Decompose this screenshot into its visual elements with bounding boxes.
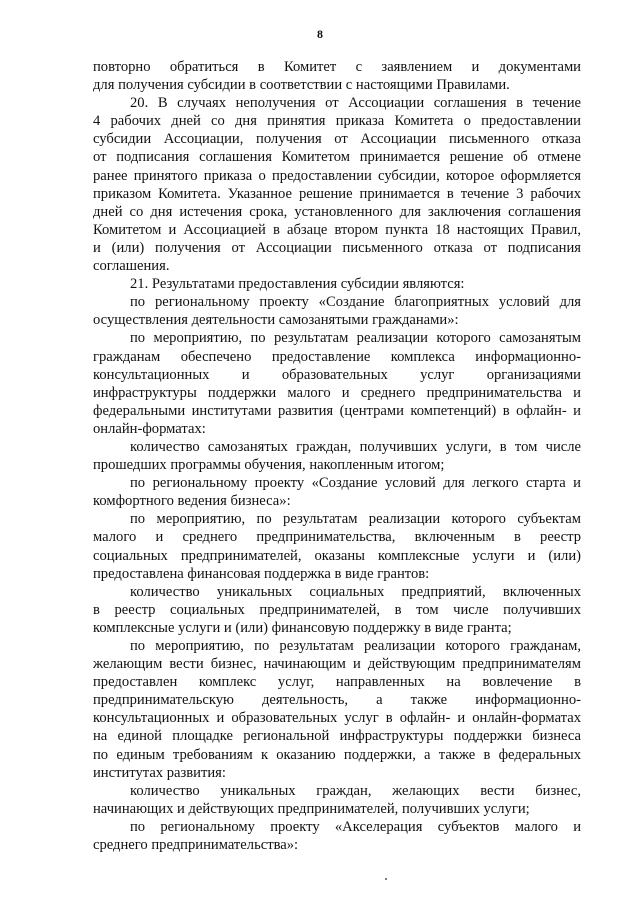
text-line: для получения субсидии в соответствии с настоящими Правилами. <box>93 77 510 94</box>
text-line: от подписания соглашения Комитетом принимается решение об отмене <box>93 149 581 166</box>
page-number: 8 <box>317 27 323 41</box>
text-line: 4 рабочих дней со дня принятия приказа Комитета о предоставлении <box>93 113 581 130</box>
text-line: по мероприятию, по результатам реализации которого субъектам <box>130 511 581 528</box>
text-line: по региональному проекту «Акселерация субъектов малого и <box>130 818 581 835</box>
scan-speck <box>385 878 387 880</box>
text-line: федеральными институтами развития (центрами компетенций) в офлайн- и <box>93 402 581 419</box>
text-line: дней со дня истечения срока, установленного для заключения соглашения <box>93 203 581 220</box>
text-line: гражданам обеспечено предоставление комплекса информационно- <box>93 348 581 365</box>
text-line: количество самозанятых граждан, получивших услуги, в том числе <box>130 438 581 455</box>
text-line: на единой площадке региональной инфраструктуры поддержки бизнеса <box>93 728 581 745</box>
text-line: консультационных и образовательных услуг организациями <box>93 366 581 383</box>
text-line: предпринимательскую деятельность, а также информационно- <box>93 692 581 709</box>
text-line: 21. Результатами предоставления субсидии являются: <box>130 276 465 293</box>
text-line: соглашения. <box>93 258 170 275</box>
text-line: и (или) получения от Ассоциации письменного отказа от подписания <box>93 239 581 256</box>
text-line: количество уникальных социальных предприятий, включенных <box>130 583 581 600</box>
text-line: институтах развития: <box>93 764 226 781</box>
text-line: социальных предпринимателей, оказаны комплексные услуги и (или) <box>93 547 581 564</box>
text-line: малого и среднего предпринимательства, включенным в реестр <box>93 529 581 546</box>
text-line: осуществления деятельности самозанятыми гражданами»: <box>93 312 459 329</box>
text-line: по региональному проекту «Создание условий для легкого старта и <box>130 475 581 492</box>
text-line: онлайн-форматах: <box>93 420 206 437</box>
text-line: по региональному проекту «Создание благоприятных условий для <box>130 294 581 311</box>
body-text <box>93 58 581 854</box>
text-line: субсидии Ассоциации, получения от Ассоциации письменного отказа <box>93 131 581 148</box>
text-line: в реестр социальных предпринимателей, в том числе получивших <box>93 601 581 618</box>
text-line: ранее принятого приказа о предоставлении субсидии, которое оформляется <box>93 167 581 184</box>
text-line: инфраструктуры поддержки малого и среднего предпринимательства и <box>93 384 581 401</box>
text-line: комплексные услуги и (или) финансовую поддержку в виде гранта; <box>93 619 512 636</box>
text-line: среднего предпринимательства»: <box>93 837 299 854</box>
text-line: начинающих и действующих предпринимателей, получивших услуги; <box>93 800 530 817</box>
text-line: прошедших программы обучения, накопленным итогом; <box>93 457 445 474</box>
text-line: комфортного ведения бизнеса»: <box>93 493 291 510</box>
text-line: желающим вести бизнес, начинающим и действующим предпринимателям <box>93 656 581 673</box>
text-line: приказом Комитета. Указанное решение принимается в течение 3 рабочих <box>93 185 581 202</box>
text-line: предоставлен комплекс услуг, направленных на вовлечение в <box>93 674 581 691</box>
text-line: предоставлена финансовая поддержка в виде грантов: <box>93 565 430 582</box>
text-line: Комитетом и Ассоциацией в абзаце втором пункта 18 настоящих Правил, <box>93 221 581 238</box>
text-line: 20. В случаях неполучения от Ассоциации соглашения в течение <box>130 95 581 112</box>
text-line: консультационных и образовательных услуг в офлайн- и онлайн-форматах <box>93 710 581 727</box>
text-line: количество уникальных граждан, желающих вести бизнес, <box>130 782 581 799</box>
text-line: по мероприятию, по результатам реализации которого гражданам, <box>130 638 581 654</box>
text-line: по единым требованиям к оказанию поддержки, а также в федеральных <box>93 746 581 763</box>
text-line: повторно обратиться в Комитет с заявлением и документами <box>93 59 581 75</box>
text-line: по мероприятию, по результатам реализации которого самозанятым <box>130 330 581 347</box>
